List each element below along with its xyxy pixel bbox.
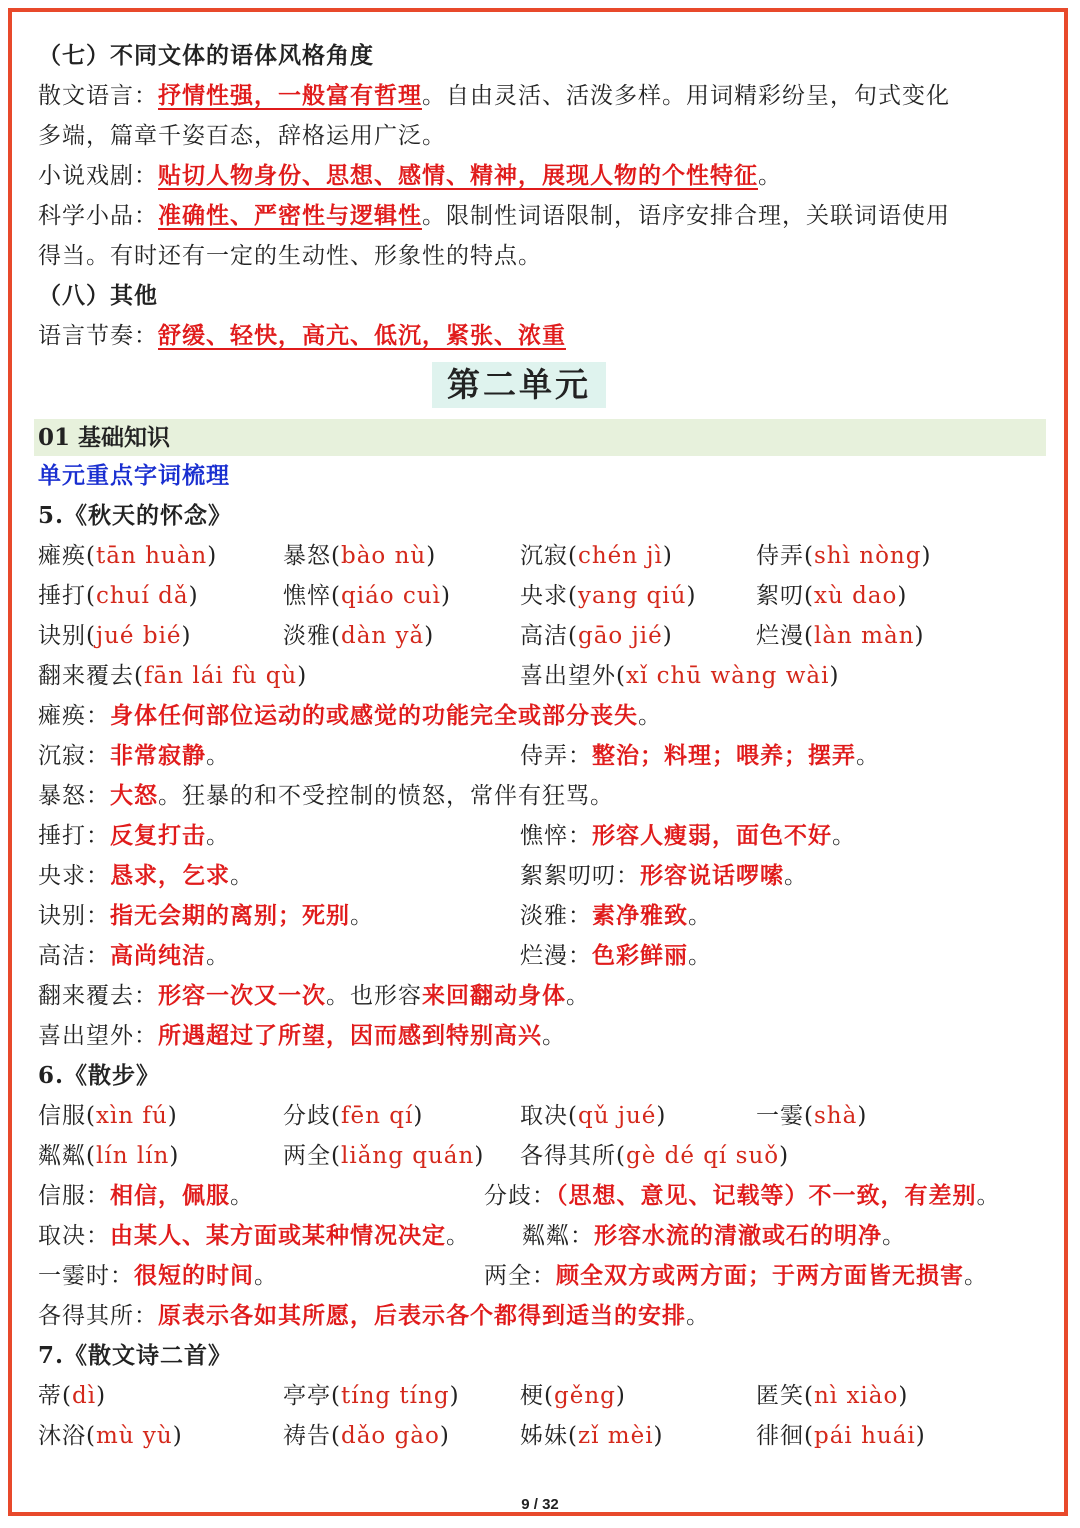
word-item: 捶打(chuí dǎ) — [38, 583, 199, 609]
lesson-6-title: 6.《散步》 — [38, 1062, 161, 1089]
word-item: 暴怒(bào nù) — [283, 543, 437, 569]
word-row — [38, 576, 1048, 616]
word-row — [38, 1416, 1048, 1456]
subheading: 单元重点字词梳理 — [38, 462, 230, 489]
definition: 信服：相信，佩服。 — [38, 1182, 254, 1209]
word-item: 瘫痪(tān huàn) — [38, 543, 218, 569]
definition: 分歧：（思想、意见、记载等）不一致，有差别。 — [484, 1182, 1001, 1209]
definition: 淡雅：素净雅致。 — [520, 902, 712, 929]
word-item: 央求(yang qiú) — [520, 583, 697, 609]
definition-row — [38, 936, 1048, 976]
definition-row — [38, 1176, 1048, 1216]
word-item: 淡雅(dàn yǎ) — [283, 623, 435, 649]
definition: 捶打：反复打击。 — [38, 822, 230, 849]
word-item: 憔悴(qiáo cuì) — [283, 583, 451, 609]
definition: 憔悴：形容人瘦弱，面色不好。 — [520, 822, 856, 849]
definition: 暴怒：大怒。狂暴的和不受控制的愤怒，常伴有狂骂。 — [38, 782, 614, 809]
definition: 诀别：指无会期的离别；死别。 — [38, 902, 374, 929]
word-item: 分歧(fēn qí) — [283, 1103, 424, 1129]
word-item: 粼粼(lín lín) — [38, 1143, 180, 1169]
definition: 两全：顾全双方或两方面；于两方面皆无损害。 — [484, 1262, 988, 1289]
fiction-drama-line: 小说戏剧：贴切人物身份、思想、感情、精神，展现人物的个性特征。 — [38, 162, 782, 189]
definition-row — [38, 1256, 1048, 1296]
word-item: 侍弄(shì nòng) — [756, 543, 932, 569]
definition: 央求：恳求，乞求。 — [38, 862, 254, 889]
section-heading-7: （七）不同文体的语体风格角度 — [38, 42, 374, 69]
definition-row — [38, 856, 1048, 896]
word-item: 诀别(jué bié) — [38, 623, 192, 649]
definition: 沉寂：非常寂静。 — [38, 742, 230, 769]
lesson-5-title: 5.《秋天的怀念》 — [38, 502, 233, 529]
word-item: 喜出望外(xǐ chū wàng wài) — [520, 663, 840, 689]
word-row — [38, 656, 1048, 696]
word-row — [38, 616, 1048, 656]
definition: 高洁：高尚纯洁。 — [38, 942, 230, 969]
definition: 一霎时：很短的时间。 — [38, 1262, 278, 1289]
definition: 各得其所：原表示各如其所愿，后表示各个都得到适当的安排。 — [38, 1302, 710, 1329]
definition: 瘫痪：身体任何部位运动的或感觉的功能完全或部分丧失。 — [38, 702, 662, 729]
word-row — [38, 1096, 1048, 1136]
word-item: 梗(gěng) — [520, 1383, 626, 1409]
unit-title: 第二单元 — [432, 362, 606, 408]
definition-row — [38, 1216, 1048, 1256]
section-heading-8: （八）其他 — [38, 282, 158, 309]
rhythm-line: 语言节奏：舒缓、轻快，高亢、低沉，紧张、浓重 — [38, 322, 566, 349]
page-number: 9 / 32 — [521, 1496, 559, 1513]
word-item: 姊妹(zǐ mèi) — [520, 1423, 664, 1449]
prose-language-line-2: 多端，篇章千姿百态，辞格运用广泛。 — [38, 123, 446, 149]
word-item: 匿笑(nì xiào) — [756, 1383, 909, 1409]
section-band: 01 基础知识 — [34, 419, 1046, 456]
definition-row — [38, 736, 1048, 776]
definition: 翻来覆去：形容一次又一次。也形容来回翻动身体。 — [38, 982, 590, 1009]
prose-language-line: 散文语言：抒情性强，一般富有哲理。自由灵活、活泼多样。用词精彩纷呈，句式变化 — [38, 82, 950, 109]
definition-row — [38, 896, 1048, 936]
word-item: 一霎(shà) — [756, 1103, 868, 1129]
word-item: 信服(xìn fú) — [38, 1103, 178, 1129]
definition-row — [38, 816, 1048, 856]
definition: 烂漫：色彩鲜丽。 — [520, 942, 712, 969]
definition: 取决：由某人、某方面或某种情况决定。 — [38, 1222, 470, 1249]
definition: 絮絮叨叨：形容说话啰嗦。 — [520, 862, 808, 889]
word-item: 沉寂(chén jì) — [520, 543, 673, 569]
word-row — [38, 536, 1048, 576]
word-item: 两全(liǎng quán) — [283, 1143, 485, 1169]
word-item: 亭亭(tíng tíng) — [283, 1383, 460, 1409]
word-item: 徘徊(pái huái) — [756, 1423, 926, 1449]
definition: 侍弄：整治；料理；喂养；摆弄。 — [520, 742, 880, 769]
word-item: 絮叨(xù dao) — [756, 583, 908, 609]
word-item: 取决(qǔ jué) — [520, 1103, 667, 1129]
word-item: 高洁(gāo jié) — [520, 623, 673, 649]
definition: 喜出望外：所遇超过了所望，因而感到特别高兴。 — [38, 1022, 566, 1049]
word-row — [38, 1376, 1048, 1416]
science-essay-line-2: 得当。有时还有一定的生动性、形象性的特点。 — [38, 243, 542, 269]
word-item: 祷告(dǎo gào) — [283, 1423, 450, 1449]
word-item: 各得其所(gè dé qí suǒ) — [520, 1143, 790, 1169]
lesson-7-title: 7.《散文诗二首》 — [38, 1342, 233, 1369]
definition: 粼粼：形容水流的清澈或石的明净。 — [522, 1222, 906, 1249]
word-row — [38, 1136, 1048, 1176]
word-item: 沐浴(mù yù) — [38, 1423, 183, 1449]
word-item: 翻来覆去(fān lái fù qù) — [38, 663, 308, 689]
word-item: 烂漫(làn màn) — [756, 623, 925, 649]
science-essay-line: 科学小品：准确性、严密性与逻辑性。限制性词语限制，语序安排合理，关联词语使用 — [38, 202, 950, 229]
word-item: 蒂(dì) — [38, 1383, 107, 1409]
